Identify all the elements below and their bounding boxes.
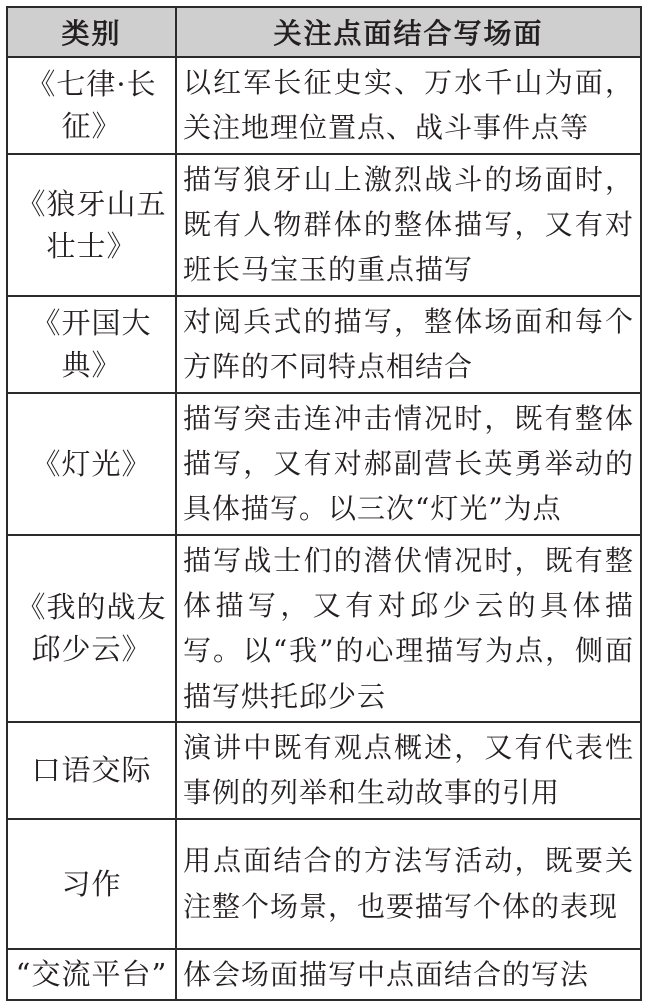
table-row <box>7 535 641 722</box>
row-category: “交流平台” <box>7 949 176 1000</box>
row-category: 《七律·长征》 <box>7 57 176 154</box>
row-category: 《开国大典》 <box>7 296 176 393</box>
table-row <box>7 154 641 296</box>
table-row <box>7 57 641 154</box>
header-description: 关注点面结合写场面 <box>176 7 641 57</box>
row-description: 描写狼牙山上激烈战斗的场面时，既有人物群体的整体描写，又有对班长马宝玉的重点描写 <box>176 154 641 296</box>
row-category: 口语交际 <box>7 722 176 819</box>
document-page <box>6 6 642 992</box>
row-category: 《灯光》 <box>7 393 176 535</box>
row-category: 《狼牙山五壮士》 <box>7 154 176 296</box>
row-description: 以红军长征史实、万水千山为面，关注地理位置点、战斗事件点等 <box>176 57 641 154</box>
row-description: 演讲中既有观点概述，又有代表性事例的列举和生动故事的引用 <box>176 722 641 819</box>
header-category: 类别 <box>7 7 176 57</box>
row-description: 描写突击连冲击情况时，既有整体描写，又有对郝副营长英勇举动的具体描写。以三次“灯光”为点 <box>176 393 641 535</box>
row-description: 体会场面描写中点面结合的写法 <box>176 949 641 1000</box>
comparison-table <box>6 6 642 1001</box>
table-row <box>7 393 641 535</box>
table-row <box>7 819 641 949</box>
row-description: 描写战士们的潜伏情况时，既有整体描写，又有对邱少云的具体描写。以“我”的心理描写为点，侧面描写烘托邱少云 <box>176 535 641 722</box>
row-description: 用点面结合的方法写活动，既要关注整个场景，也要描写个体的表现 <box>176 819 641 949</box>
table-row <box>7 296 641 393</box>
table-row <box>7 722 641 819</box>
row-category: 习作 <box>7 819 176 949</box>
table-header-row <box>7 7 641 57</box>
row-category: 《我的战友邱少云》 <box>7 535 176 722</box>
table-row <box>7 949 641 1000</box>
row-description: 对阅兵式的描写，整体场面和每个方阵的不同特点相结合 <box>176 296 641 393</box>
